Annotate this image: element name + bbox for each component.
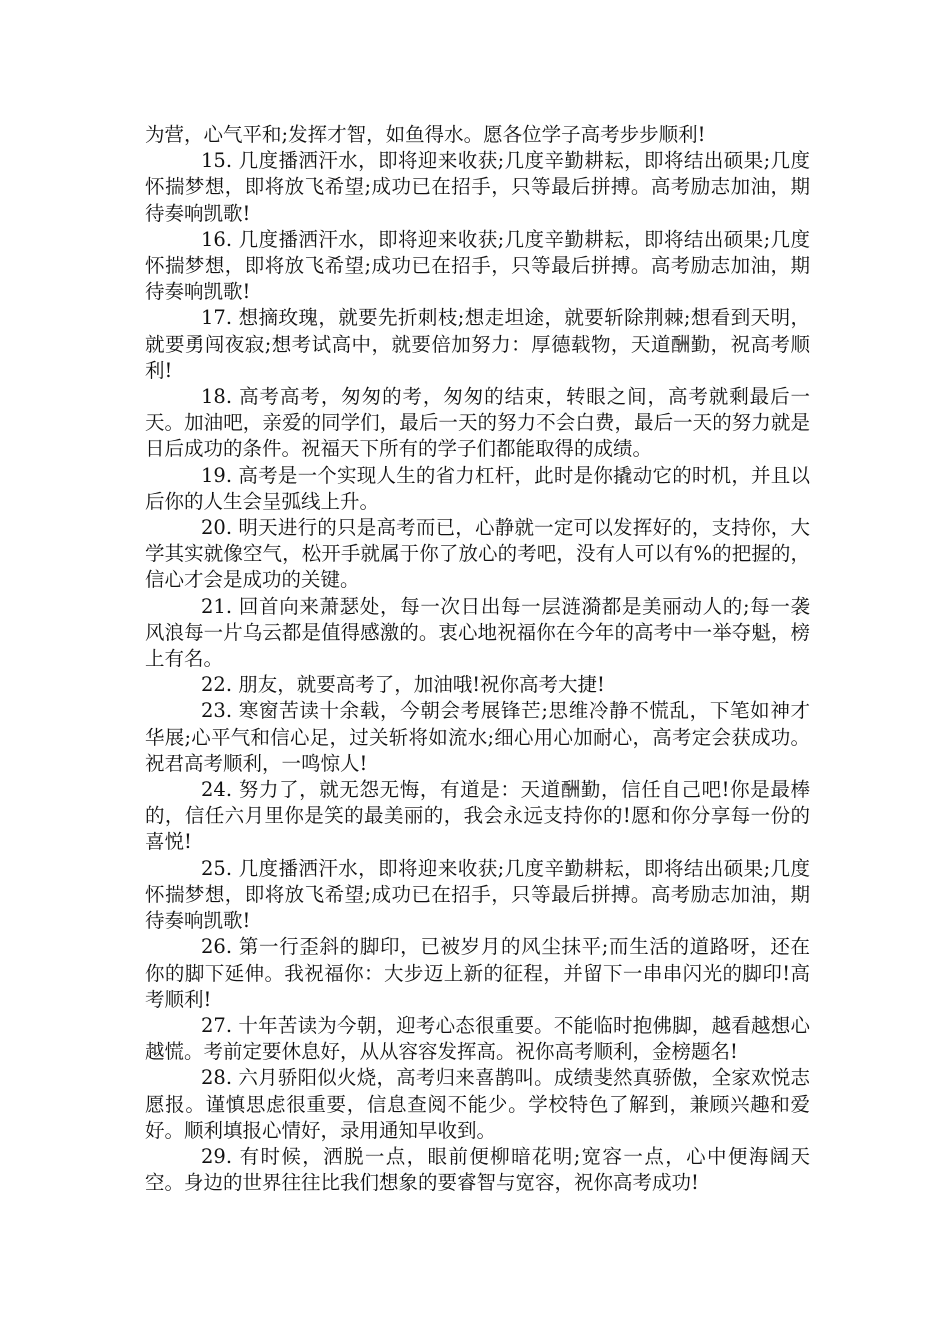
paragraph: 21. 回首向来萧瑟处，每一次日出每一层涟漪都是美丽动人的;每一袭风浪每一片乌云都是值得感激的。衷心地祝福你在今年的高考中一举夺魁，榜上有名。 xyxy=(145,594,810,671)
document-page xyxy=(145,122,810,1196)
paragraph: 19. 高考是一个实现人生的省力杠杆，此时是你撬动它的时机，并且以后你的人生会呈弧线上升。 xyxy=(145,463,810,513)
paragraph: 26. 第一行歪斜的脚印，已被岁月的风尘抹平;而生活的道路呀，还在你的脚下延伸。我祝福你：大步迈上新的征程，并留下一串串闪光的脚印!高考顺利! xyxy=(145,935,810,1011)
paragraph: 24. 努力了，就无怨无悔，有道是：天道酬勤，信任自己吧!你是最棒的，信任六月里你是笑的最美丽的，我会永远支持你的!愿和你分享每一份的喜悦! xyxy=(145,778,810,854)
paragraph: 18. 高考高考，匆匆的考，匆匆的结束，转眼之间，高考就剩最后一天。加油吧，亲爱的同学们，最后一天的努力不会白费，最后一天的努力就是日后成功的条件。祝福天下所有的学子们都能取得的成绩。 xyxy=(145,385,810,461)
paragraph: 15. 几度播洒汗水，即将迎来收获;几度辛勤耕耘，即将结出硕果;几度怀揣梦想，即将放飞希望;成功已在招手，只等最后拼搏。高考励志加油，期待奏响凯歌! xyxy=(145,149,810,225)
paragraph: 为营，心气平和;发挥才智，如鱼得水。愿各位学子高考步步顺利! xyxy=(145,123,706,146)
paragraph: 27. 十年苦读为今朝，迎考心态很重要。不能临时抱佛脚，越看越想心越慌。考前定要休息好，从从容容发挥高。祝你高考顺利，金榜题名! xyxy=(145,1013,810,1064)
paragraph: 25. 几度播洒汗水，即将迎来收获;几度辛勤耕耘，即将结出硕果;几度怀揣梦想，即将放飞希望;成功已在招手，只等最后拼搏。高考励志加油，期待奏响凯歌! xyxy=(145,856,810,933)
paragraph: 16. 几度播洒汗水，即将迎来收获;几度辛勤耕耘，即将结出硕果;几度怀揣梦想，即将放飞希望;成功已在招手，只等最后拼搏。高考励志加油，期待奏响凯歌! xyxy=(145,227,810,304)
paragraph: 20. 明天进行的只是高考而已，心静就一定可以发挥好的，支持你，大学其实就像空气，松开手就属于你了放心的考吧，没有人可以有%的把握的，信心才会是成功的关键。 xyxy=(145,516,810,592)
paragraph: 29. 有时候，洒脱一点，眼前便柳暗花明;宽容一点，心中便海阔天空。身边的世界往往比我们想象的要睿智与宽容，祝你高考成功! xyxy=(145,1144,810,1195)
paragraph: 23. 寒窗苦读十余载，今朝会考展锋芒;思维冷静不慌乱，下笔如神才华展;心平气和信心足，过关斩将如流水;细心用心加耐心，高考定会获成功。祝君高考顺利，一鸣惊人! xyxy=(145,699,810,775)
paragraph: 28. 六月骄阳似火烧，高考归来喜鹊叫。成绩斐然真骄傲，全家欢悦志愿报。谨慎思虑很重要，信息查阅不能少。学校特色了解到，兼顾兴趣和爱好。顺利填报心情好，录用通知早收到。 xyxy=(145,1066,810,1142)
paragraph: 22. 朋友，就要高考了，加油哦!祝你高考大捷! xyxy=(201,673,605,697)
paragraph: 17. 想摘玫瑰，就要先折刺枝;想走坦途，就要斩除荆棘;想看到天明，就要勇闯夜寂;想考试高中，就要倍加努力：厚德载物，天道酬勤，祝高考顺利! xyxy=(145,306,810,382)
